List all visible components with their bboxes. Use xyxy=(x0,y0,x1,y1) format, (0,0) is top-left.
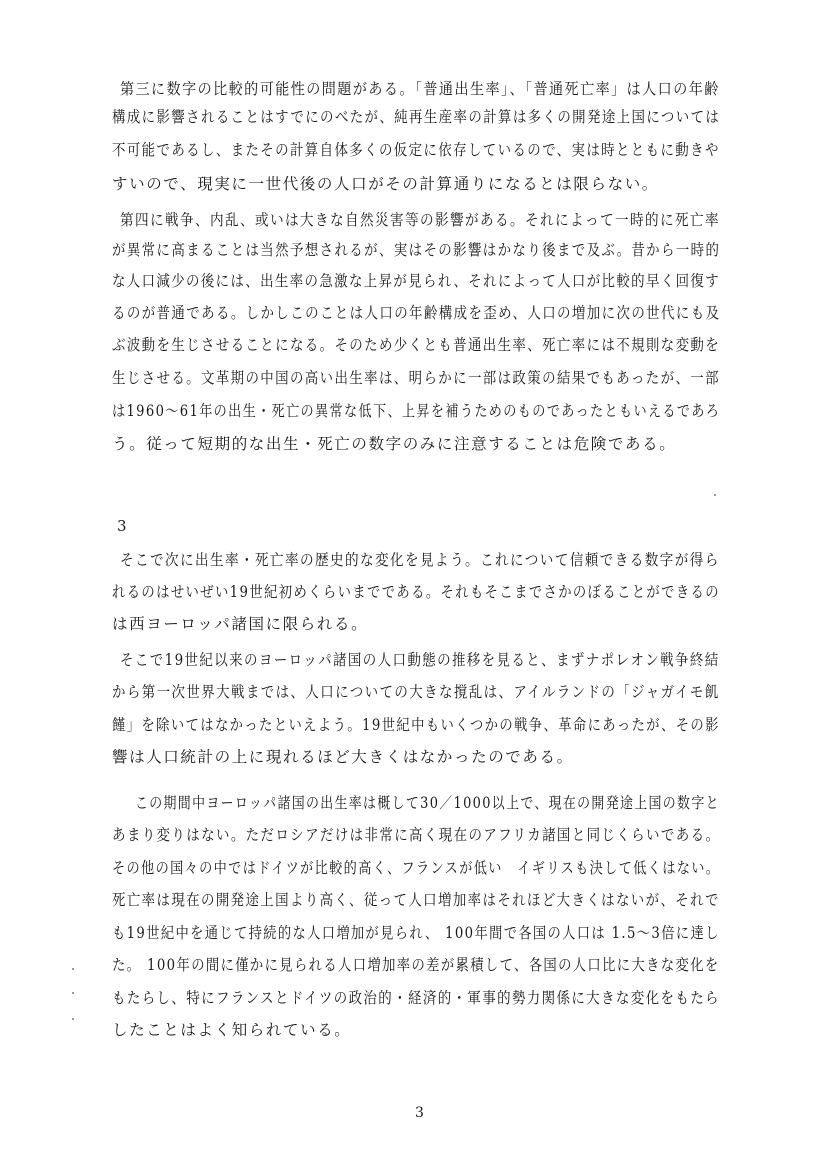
text-line: 饉」を除いてはなかったといえよう。19世紀中もいくつかの戦争、革命にあったが、その影 xyxy=(112,716,720,734)
page-number: 3 xyxy=(415,1105,424,1121)
text-line: すいので、現実に一世代後の人口がその計算通りになるとは限らない。 xyxy=(112,175,659,193)
scan-speck xyxy=(72,968,74,970)
text-line: が異常に高まることは当然予想されるが、実はその影響はかなり後まで及ぶ。昔から一時的 xyxy=(112,241,721,259)
text-line: 響は人口統計の上に現れるほど大きくはなかったのである。 xyxy=(112,748,574,766)
text-line: た。 100年の間に僅かに見られる人口増加率の差が累積して、各国の人口比に大きな変化を xyxy=(112,956,720,974)
text-line: ぶ波動を生じさせることになる。そのため少くとも普通出生率、死亡率には不規則な変動を xyxy=(112,336,721,354)
text-line: な人口減少の後には、出生率の急激な上昇が見られ、それによって人口が比較的早く回復す xyxy=(112,272,721,290)
scan-speck xyxy=(72,992,74,994)
text-line: あまり変りはない。ただロシアだけは非常に高く現在のアフリカ諸国と同じくらいである。 xyxy=(112,826,721,844)
text-line: 死亡率は現在の開発途上国より高く、従って人口増加率はそれほど大きくはないが、それで xyxy=(112,891,720,909)
text-line: この期間中ヨーロッパ諸国の出生率は概して30／1000以上で、現在の開発途上国の数字と xyxy=(135,794,720,812)
text-line: そこで次に出生率・死亡率の歴史的な変化を見よう。これについて信頼できる数字が得ら xyxy=(120,551,720,569)
text-line: したことはよく知られている。 xyxy=(112,1021,352,1039)
text-line: 第四に戦争、内乱、或いは大きな自然災害等の影響がある。それによって一時的に死亡率 xyxy=(120,211,721,229)
text-line: は西ヨーロッパ諸国に限られる。 xyxy=(112,615,369,633)
text-line: も19世紀中を通じて持続的な人口増加が見られ、 100年間で各国の人口は 1.5～3倍に達し xyxy=(112,924,720,942)
text-line: れるのはせいぜい19世紀初めくらいまでである。それもそこまでさかのぼることができるの xyxy=(112,583,720,601)
text-line: その他の国々の中ではドイツが比較的高く、フランスが低い イギリスも決して低くはない。 xyxy=(112,859,721,877)
text-line: は1960～61年の出生・死亡の異常な低下、上昇を補うためのものであったともいえるであろ xyxy=(112,402,721,420)
scan-speck xyxy=(714,494,716,496)
text-line: から第一次世界大戦までは、人口についての大きな撹乱は、アイルランドの「ジャガイモ飢 xyxy=(112,683,720,701)
section-number: 3 xyxy=(117,517,127,535)
text-line: 第三に数字の比較的可能性の問題がある。「普通出生率」、「普通死亡率」は人口の年齢 xyxy=(120,80,720,98)
scan-speck xyxy=(72,1018,74,1020)
text-line: そこで19世紀以来のヨーロッパ諸国の人口動態の推移を見ると、まずナポレオン戦争終結 xyxy=(120,651,720,669)
text-line: 生じさせる。文革期の中国の高い出生率は、明らかに一部は政策の結果でもあったが、一部 xyxy=(112,369,720,387)
text-line: 不可能であるし、またその計算自体多くの仮定に依存しているので、実は時とともに動きや xyxy=(112,141,720,159)
text-line: 構成に影響されることはすでにのべたが、純再生産率の計算は多くの開発途上国については xyxy=(112,108,721,126)
text-line: う。従って短期的な出生・死亡の数字のみに注意することは危険である。 xyxy=(112,435,677,453)
text-line: るのが普通である。しかしこのことは人口の年齢構成を歪め、人口の増加に次の世代にも及 xyxy=(112,304,721,322)
text-line: もたらし、特にフランスとドイツの政治的・経済的・軍事的勢力関係に大きな変化をもたら xyxy=(112,989,720,1007)
